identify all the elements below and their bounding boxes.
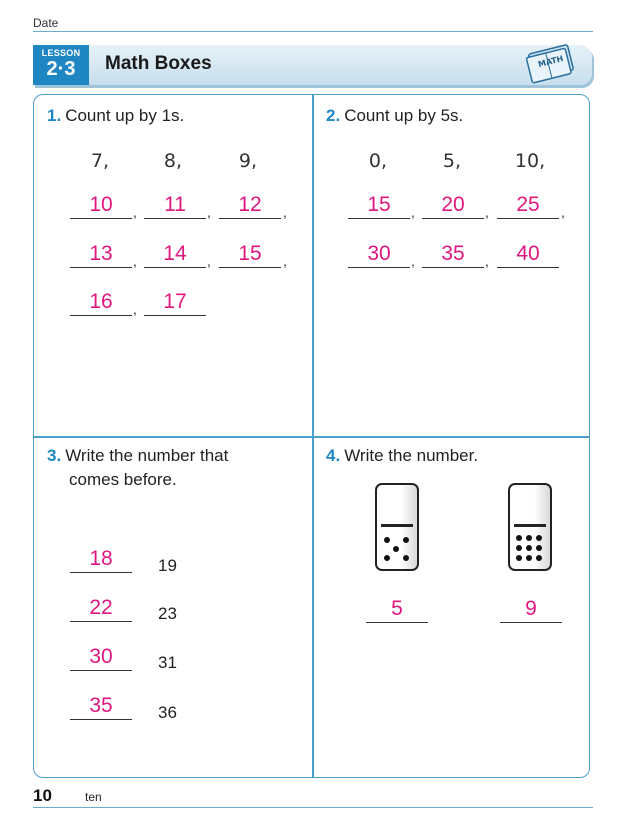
lesson-badge (33, 45, 89, 85)
domino-pip (536, 555, 542, 561)
box2-answer-6: 40 (516, 242, 540, 265)
box2-blank-2[interactable] (422, 192, 484, 219)
page-number-word: ten (85, 790, 102, 804)
box2-prompt-text: Count up by 5s. (344, 106, 464, 125)
box3-blank-4[interactable] (70, 693, 132, 720)
box4-blank-2[interactable] (500, 596, 562, 623)
box3-answer-1: 18 (89, 547, 113, 570)
box1-blank-5[interactable] (144, 241, 206, 268)
lesson-word: LESSON (41, 48, 81, 58)
box3-answer-4: 35 (89, 694, 113, 717)
box1-answer-1: 10 (89, 193, 113, 216)
box4-number: 4. (326, 446, 341, 465)
box2-number: 2. (326, 106, 341, 125)
box3-blank-2[interactable] (70, 595, 132, 622)
box1-blank-6[interactable] (219, 241, 281, 268)
page-title: Math Boxes (105, 53, 212, 74)
box1-prompt (47, 104, 184, 128)
box3-prompt-line1: Write the number that (65, 446, 229, 465)
lesson-number: 2·3 (46, 58, 76, 80)
grid-divider-horizontal (33, 436, 590, 438)
box1-given-2: 8, (163, 150, 183, 172)
box2-blank-1[interactable] (348, 192, 410, 219)
box1-blank-7[interactable] (70, 289, 132, 316)
box2-given-3: 10, (514, 150, 546, 172)
box4-blank-1[interactable] (366, 596, 428, 623)
box2-blank-6[interactable] (497, 241, 559, 268)
box2-answer-4: 30 (367, 242, 391, 265)
box1-answer-3: 12 (238, 193, 262, 216)
page-number: 10 (33, 786, 52, 805)
domino-pip (393, 546, 399, 552)
box2-answer-2: 20 (441, 193, 465, 216)
box1-answer-8: 17 (163, 290, 187, 313)
box3-given-4: 36 (158, 703, 177, 722)
box2-answer-1: 15 (367, 193, 391, 216)
domino-5 (375, 483, 419, 571)
box1-answer-6: 15 (238, 242, 262, 265)
box3-answer-2: 22 (89, 596, 113, 619)
box3-given-1: 19 (158, 556, 177, 575)
box4-prompt (326, 444, 478, 468)
domino-pip (526, 535, 532, 541)
domino-pip (526, 555, 532, 561)
logo-text: MATH (537, 54, 565, 70)
domino-pip (526, 545, 532, 551)
date-line (33, 31, 593, 32)
domino-pip (403, 555, 409, 561)
box3-prompt-line2: comes before. (69, 470, 177, 489)
date-label: Date (33, 16, 59, 30)
box2-blank-3[interactable] (497, 192, 559, 219)
domino-pip (516, 535, 522, 541)
box3-blank-1[interactable] (70, 546, 132, 573)
box1-prompt-text: Count up by 1s. (65, 106, 185, 125)
box4-prompt-text: Write the number. (344, 446, 479, 465)
box2-blank-5[interactable] (422, 241, 484, 268)
box1-blank-8[interactable] (144, 289, 206, 316)
box3-given-3: 31 (158, 653, 177, 672)
domino-pip (403, 537, 409, 543)
box1-answer-4: 13 (89, 242, 113, 265)
box2-blank-4[interactable] (348, 241, 410, 268)
box1-answer-5: 14 (163, 242, 187, 265)
box1-given-3: 9, (238, 150, 258, 172)
domino-pip (536, 545, 542, 551)
box2-answer-3: 25 (516, 193, 540, 216)
domino-pip (516, 545, 522, 551)
domino-pip (536, 535, 542, 541)
box4-answer-2: 9 (525, 597, 537, 620)
domino-pip (384, 555, 390, 561)
footer-line (33, 807, 593, 808)
box2-prompt (326, 104, 463, 128)
box1-blank-2[interactable] (144, 192, 206, 219)
box1-answer-2: 11 (164, 193, 186, 216)
box1-blank-1[interactable] (70, 192, 132, 219)
box3-answer-3: 30 (89, 645, 113, 668)
box1-answer-7: 16 (89, 290, 113, 313)
box1-given-1: 7, (90, 150, 110, 172)
box2-given-1: 0, (368, 150, 388, 172)
box3-prompt (47, 444, 228, 468)
box4-answer-1: 5 (391, 597, 403, 620)
domino-pip (516, 555, 522, 561)
box2-given-2: 5, (442, 150, 462, 172)
box3-number: 3. (47, 446, 62, 465)
box3-blank-3[interactable] (70, 644, 132, 671)
domino-pip (384, 537, 390, 543)
box1-blank-4[interactable] (70, 241, 132, 268)
box2-answer-5: 35 (441, 242, 465, 265)
box1-number: 1. (47, 106, 62, 125)
box1-blank-3[interactable] (219, 192, 281, 219)
domino-9 (508, 483, 552, 571)
box3-given-2: 23 (158, 604, 177, 623)
math-journal-icon (522, 40, 580, 84)
